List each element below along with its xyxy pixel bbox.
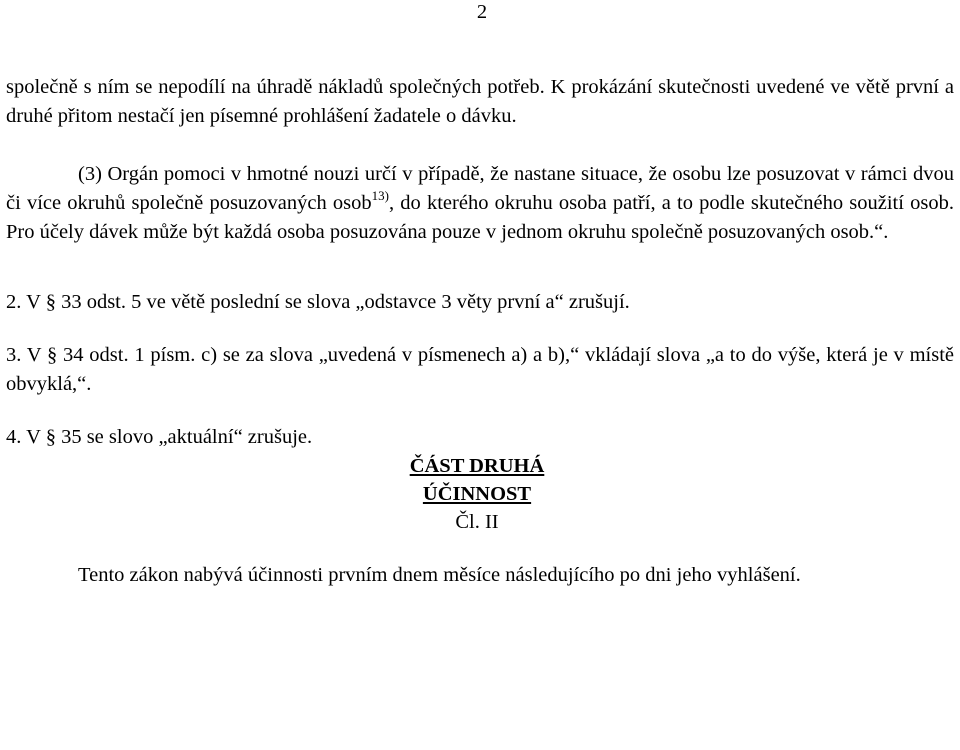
page-number: 2 xyxy=(476,1,488,23)
footnote-reference: 13) xyxy=(371,188,389,204)
amendment-4: 4. V § 35 se slovo „aktuální“ zrušuje. xyxy=(6,426,313,448)
part-title: ČÁST DRUHÁ xyxy=(409,455,545,477)
document-body xyxy=(6,73,954,590)
effectiveness-paragraph: Tento zákon nabývá účinnosti prvním dnem měsíce následujícího po dni jeho vyhlášení. xyxy=(78,564,801,586)
amendment-3: 3. V § 34 odst. 1 písm. c) se za slova „uvedená v písmenech a) a b),“ vkládají slova „a to do výše, která je v místě obvyklá,“. xyxy=(6,344,954,395)
paragraph-3-text-start: (3) Orgán pomoci v hmotné nouzi určí v případě, že nastane situace, že osobu lze posuzovat v rámci dvou či více okruhů společně posuzovaných osob xyxy=(6,163,954,214)
paragraph-3 xyxy=(6,160,954,247)
paragraph-continuation: společně s ním se nepodílí na úhradě nákladů společných potřeb. K prokázání skutečnosti uvedené ve větě první a druhé přitom nestačí jen písemné prohlášení žadatele o dávku. xyxy=(6,76,954,127)
part-subtitle: ÚČINNOST xyxy=(422,483,532,505)
paragraph-3-text-end: , do kterého okruhu osoba patří, a to podle skutečného soužití osob. Pro účely dávek může být každá osoba posuzována pouze v jednom okruhu společně posuzovaných osob.“. xyxy=(6,192,954,243)
article-label: Čl. II xyxy=(455,511,499,533)
amendment-2: 2. V § 33 odst. 5 ve větě poslední se slova „odstavce 3 věty první a“ zrušují. xyxy=(6,291,630,313)
